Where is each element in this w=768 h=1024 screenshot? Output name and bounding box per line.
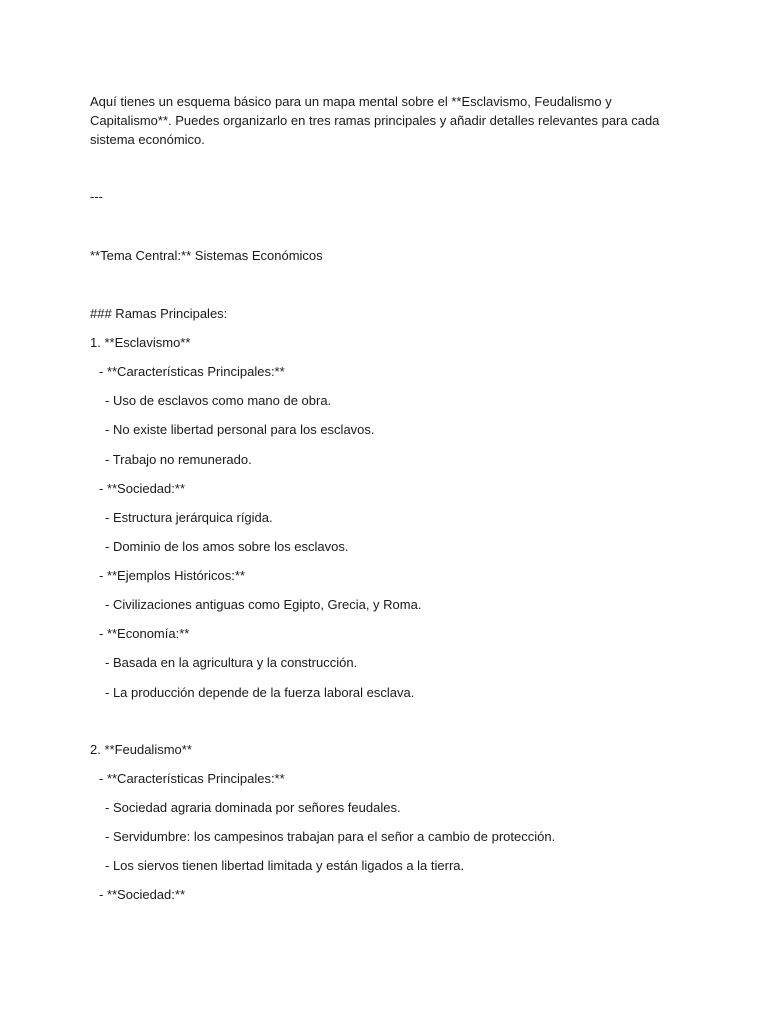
list-item: - Civilizaciones antiguas como Egipto, Grecia, y Roma. <box>105 597 422 612</box>
list-item: - Servidumbre: los campesinos trabajan para el señor a cambio de protección. <box>105 829 556 844</box>
ramas-heading: ### Ramas Principales: <box>90 306 228 321</box>
esclavismo-ejemplos-label: - **Ejemplos Históricos:** <box>99 568 245 583</box>
esclavismo-caracteristicas-label: - **Características Principales:** <box>99 364 285 379</box>
list-item: - Trabajo no remunerado. <box>105 452 252 467</box>
esclavismo-economia-label: - **Economía:** <box>99 626 190 641</box>
list-item: - No existe libertad personal para los esclavos. <box>105 422 375 437</box>
list-item: - Estructura jerárquica rígida. <box>105 510 273 525</box>
list-item: - Dominio de los amos sobre los esclavos. <box>105 539 349 554</box>
list-item: - La producción depende de la fuerza laboral esclava. <box>105 685 415 700</box>
feudalismo-title: 2. **Feudalismo** <box>90 742 192 757</box>
intro-line-1: Aquí tienes un esquema básico para un mapa mental sobre el **Esclavismo, Feudalismo y <box>90 94 612 109</box>
feudalismo-sociedad-label: - **Sociedad:** <box>99 887 185 902</box>
list-item: - Basada en la agricultura y la construcción. <box>105 655 358 670</box>
tema-central: **Tema Central:** Sistemas Económicos <box>90 248 323 263</box>
feudalismo-caracteristicas-label: - **Características Principales:** <box>99 771 285 786</box>
list-item: - Sociedad agraria dominada por señores feudales. <box>105 800 401 815</box>
separator: --- <box>90 189 103 204</box>
esclavismo-title: 1. **Esclavismo** <box>90 335 191 350</box>
esclavismo-sociedad-label: - **Sociedad:** <box>99 481 185 496</box>
intro-line-2: Capitalismo**. Puedes organizarlo en tres ramas principales y añadir detalles relevantes para cada <box>90 113 660 128</box>
list-item: - Los siervos tienen libertad limitada y están ligados a la tierra. <box>105 858 465 873</box>
intro-line-3: sistema económico. <box>90 132 205 147</box>
list-item: - Uso de esclavos como mano de obra. <box>105 393 332 408</box>
